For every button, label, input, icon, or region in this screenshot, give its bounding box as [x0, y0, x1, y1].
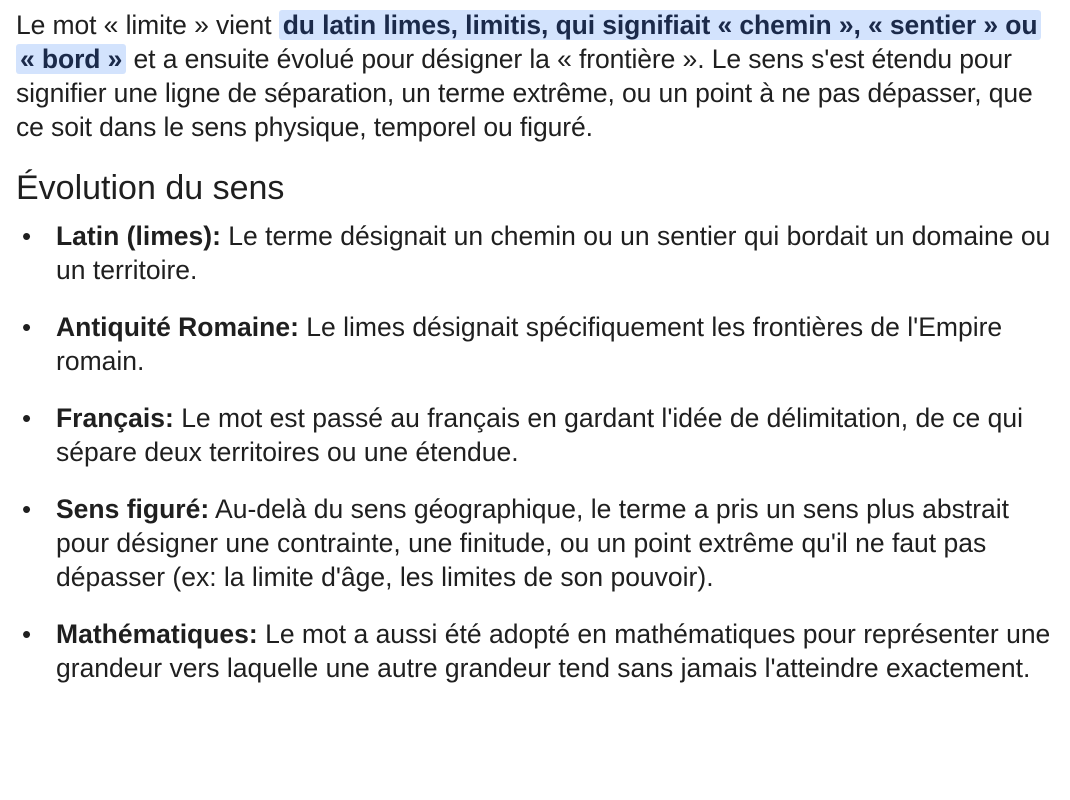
list-item-text: Au-delà du sens géographique, le terme a pris un sens plus abstrait pour désigner une contrainte, une finitude, ou un point extrême qu'il ne faut pas dépasser (ex: la limite d'âge, les limites de son pouvoir). [56, 494, 1010, 592]
bullet-icon: • [22, 403, 32, 433]
intro-paragraph [16, 8, 1056, 144]
list-item-term: Sens figuré: [56, 494, 210, 524]
list-item-term: Mathématiques: [56, 619, 258, 649]
list-item-term: Latin (limes): [56, 221, 221, 251]
list-item-text: Le mot a aussi été adopté en mathématiques pour représenter une grandeur vers laquelle une autre grandeur tend sans jamais l'atteindre exactement. [56, 619, 1051, 683]
intro-text-end: et a ensuite évolué pour désigner la « frontière ». Le sens s'est étendu pour signifier une ligne de séparation, un terme extrême, ou un point à ne pas dépasser, que ce soit dans le sens physique, temporel ou figuré. [16, 44, 1033, 142]
intro-text-start: Le mot « limite » vient [16, 10, 279, 40]
section-heading: Évolution du sens [16, 169, 285, 207]
list-item-term: Français: [56, 403, 174, 433]
list-item-sens-figure [16, 492, 1056, 594]
list-item-text: Le mot est passé au français en gardant l'idée de délimitation, de ce qui sépare deux territoires ou une étendue. [56, 403, 1023, 467]
list-item-latin [16, 219, 1056, 287]
highlighted-source-link[interactable]: du latin limes, limitis, qui signifiait « chemin », « sentier » ou « bord » [16, 10, 1041, 74]
bullet-icon: • [22, 619, 32, 649]
bullet-icon: • [22, 221, 32, 251]
list-item-antiquite-romaine [16, 310, 1056, 378]
bullet-icon: • [22, 494, 32, 524]
evolution-list [16, 219, 1056, 685]
list-item-mathematiques [16, 617, 1056, 685]
list-item-text: Le limes désignait spécifiquement les frontières de l'Empire romain. [56, 312, 1003, 376]
list-item-francais [16, 401, 1056, 469]
list-item-term: Antiquité Romaine: [56, 312, 299, 342]
list-item-text: Le terme désignait un chemin ou un sentier qui bordait un domaine ou un territoire. [56, 221, 1051, 285]
bullet-icon: • [22, 312, 32, 342]
